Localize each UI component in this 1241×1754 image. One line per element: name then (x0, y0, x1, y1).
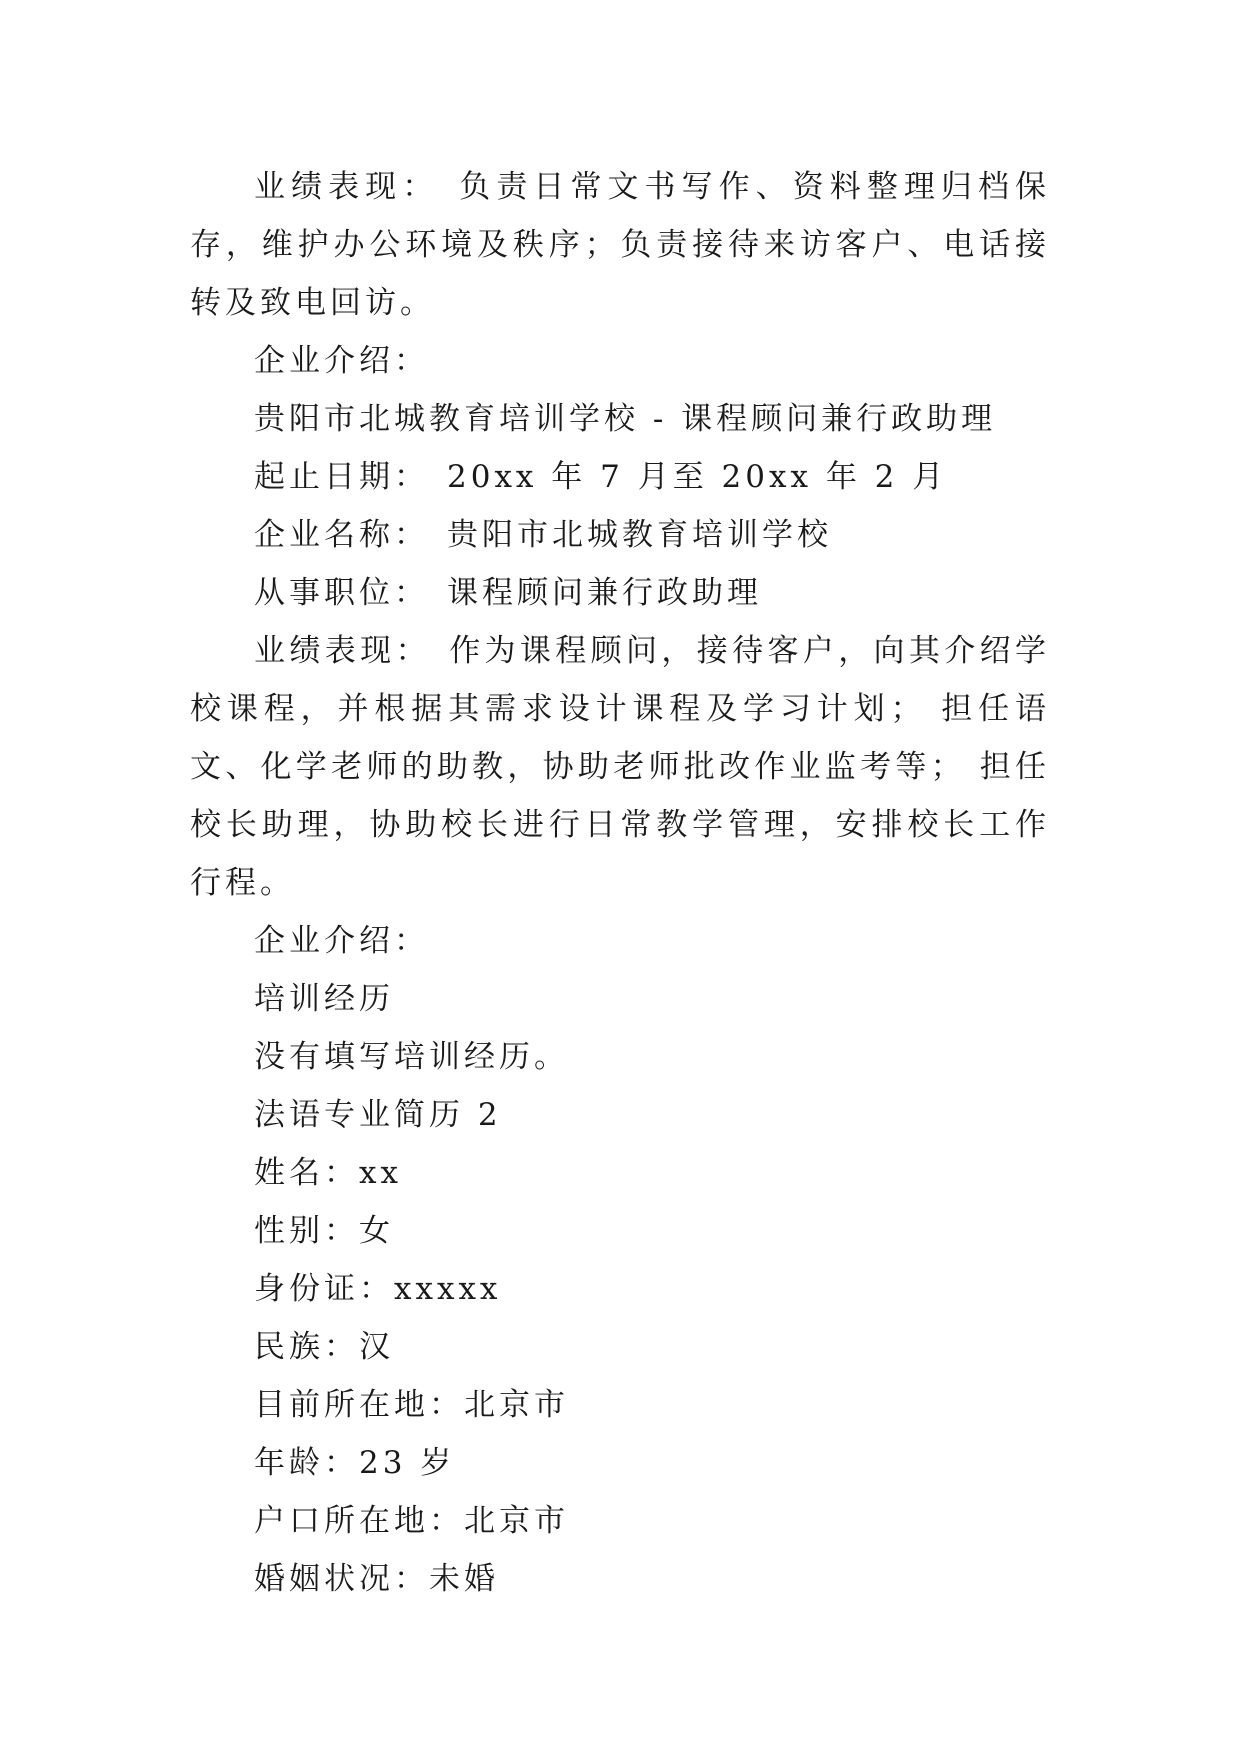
paragraph-ethnicity (190, 1318, 1050, 1376)
paragraph-label: 从事职位： (254, 575, 429, 611)
paragraph-training-heading (190, 970, 1050, 1028)
paragraph-company-name (190, 506, 1050, 564)
paragraph-name (190, 1144, 1050, 1202)
paragraph-text: 负责日常文书写作、资料整理归档保存，维护办公环境及秩序；负责接待来访客户、电话接转及致电回访。 (190, 169, 1051, 321)
paragraph-training-empty (190, 1028, 1050, 1086)
paragraph-text: 婚姻状况：未婚 (254, 1561, 499, 1597)
paragraph-position (190, 564, 1050, 622)
paragraph-text: 20xx 年 7 月至 20xx 年 2 月 (447, 459, 948, 495)
paragraph-text: 课程顾问兼行政助理 (447, 575, 762, 611)
paragraph-age (190, 1434, 1050, 1492)
paragraph-label: 业绩表现： (254, 633, 431, 669)
paragraph-text: 性别：女 (254, 1213, 394, 1249)
paragraph-label: 企业介绍： (254, 923, 429, 959)
document-page (190, 158, 1050, 1608)
paragraph-text: 姓名：xx (254, 1155, 402, 1191)
paragraph-performance-2 (190, 622, 1050, 912)
paragraph-job-heading (190, 390, 1050, 448)
paragraph-label: 起止日期： (254, 459, 429, 495)
paragraph-text: 户口所在地：北京市 (254, 1503, 569, 1539)
paragraph-company-intro-1 (190, 332, 1050, 390)
paragraph-location (190, 1376, 1050, 1434)
paragraph-text: 没有填写培训经历。 (254, 1039, 569, 1075)
paragraph-text: 年龄：23 岁 (254, 1445, 456, 1481)
paragraph-text: 目前所在地：北京市 (254, 1387, 569, 1423)
paragraph-dates (190, 448, 1050, 506)
paragraph-performance-1 (190, 158, 1050, 332)
paragraph-marital (190, 1550, 1050, 1608)
paragraph-text: 贵阳市北城教育培训学校 - 课程顾问兼行政助理 (254, 401, 997, 437)
paragraph-text: 身份证：xxxxx (254, 1271, 502, 1307)
paragraph-gender (190, 1202, 1050, 1260)
paragraph-text: 贵阳市北城教育培训学校 (447, 517, 832, 553)
paragraph-label: 业绩表现： (254, 169, 440, 205)
paragraph-company-intro-2 (190, 912, 1050, 970)
paragraph-text: 民族：汉 (254, 1329, 394, 1365)
paragraph-text: 培训经历 (254, 981, 394, 1017)
paragraph-resume-title (190, 1086, 1050, 1144)
paragraph-text: 作为课程顾问，接待客户，向其介绍学校课程，并根据其需求设计课程及学习计划； 担任语文、化学老师的助教，协助老师批改作业监考等； 担任校长助理，协助校长进行日常教学管理，安排校长工作行程。 (190, 633, 1051, 901)
paragraph-label: 企业介绍： (254, 343, 429, 379)
paragraph-id (190, 1260, 1050, 1318)
paragraph-label: 企业名称： (254, 517, 429, 553)
paragraph-text: 法语专业简历 2 (254, 1097, 502, 1133)
paragraph-hukou (190, 1492, 1050, 1550)
